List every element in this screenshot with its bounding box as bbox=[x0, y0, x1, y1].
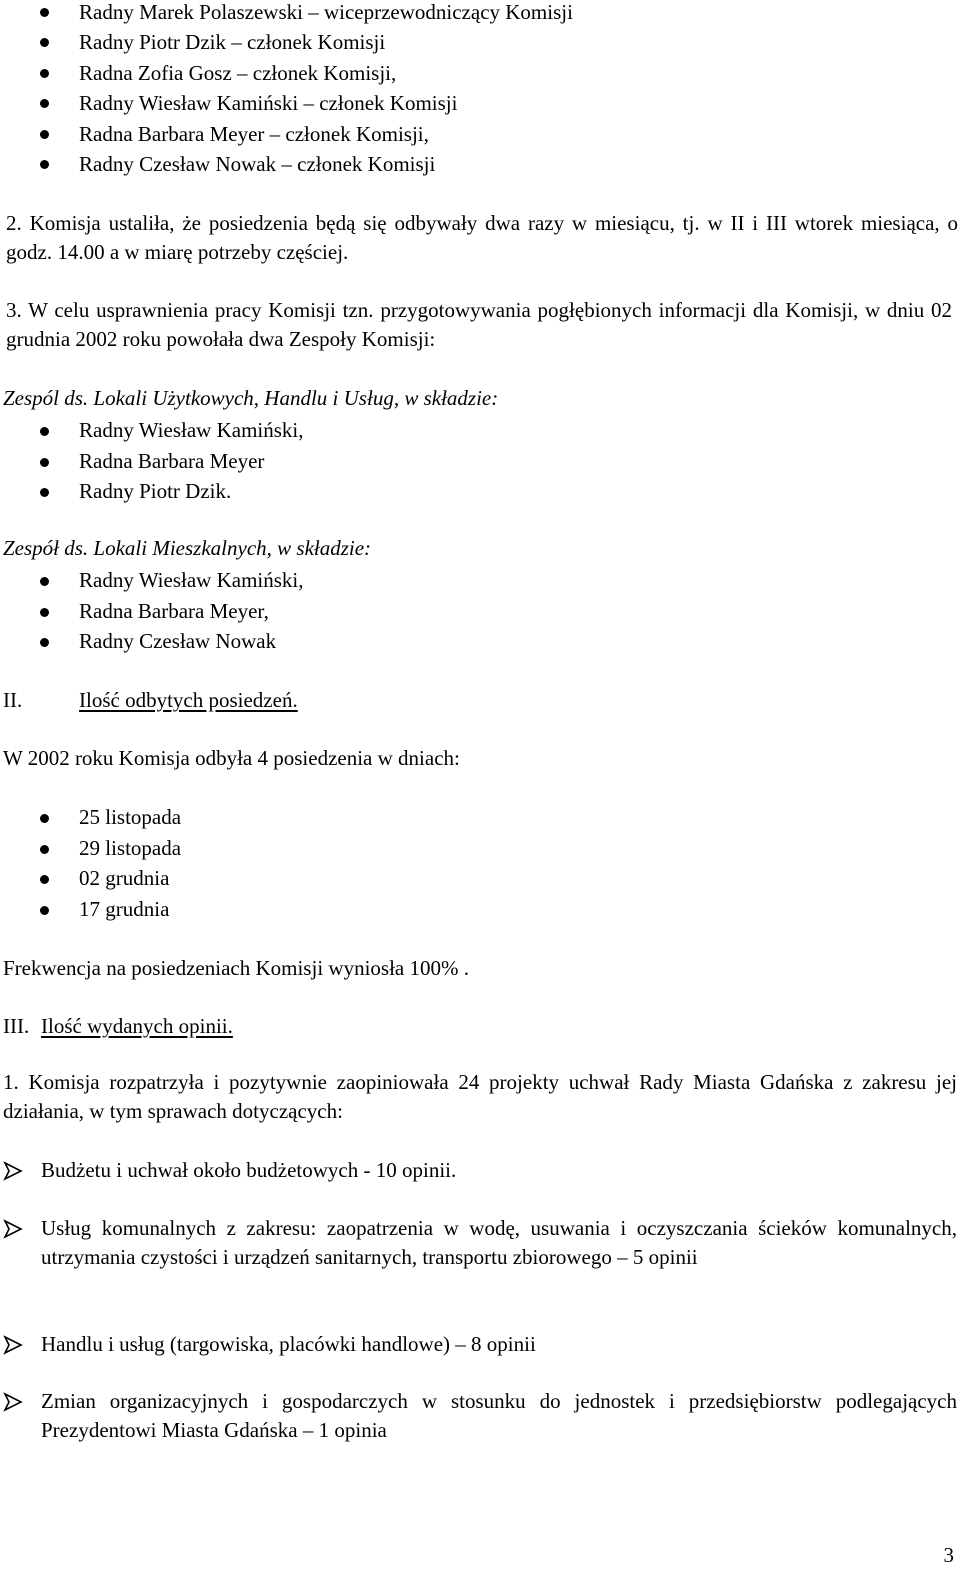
bullet-icon bbox=[40, 458, 49, 467]
team1-heading: Zespól ds. Lokali Użytkowych, Handlu i Usług, w składzie: bbox=[3, 386, 499, 410]
arrow-bullet-icon bbox=[2, 1160, 24, 1182]
arrow-bullet-icon bbox=[2, 1334, 24, 1356]
team2-member: Radny Wiesław Kamiński, bbox=[79, 568, 304, 592]
bullet-icon bbox=[40, 577, 49, 586]
member-item: Radny Wiesław Kamiński – członek Komisji bbox=[79, 91, 458, 115]
page-number: 3 bbox=[943, 1543, 954, 1567]
team1-member: Radna Barbara Meyer bbox=[79, 449, 265, 473]
meeting-date: 29 listopada bbox=[79, 836, 182, 860]
meeting-date: 17 grudnia bbox=[79, 897, 170, 921]
bullet-icon bbox=[40, 8, 49, 17]
meeting-date: 25 listopada bbox=[79, 805, 182, 829]
paragraph-opinions: 1. Komisja rozpatrzyła i pozytywnie zaopiniowała 24 projekty uchwał Rady Miasta Gdańska z zakresu jej działania, w tym sprawach dotyczących: bbox=[3, 1070, 957, 1123]
team2-member: Radny Czesław Nowak bbox=[79, 629, 277, 653]
team2-member: Radna Barbara Meyer, bbox=[79, 599, 269, 623]
member-item: Radna Zofia Gosz – członek Komisji, bbox=[79, 61, 397, 85]
meetings-intro: W 2002 roku Komisja odbyła 4 posiedzenia w dniach: bbox=[3, 746, 460, 770]
opinion-item: Handlu i usług (targowiska, placówki handlowe) – 8 opinii bbox=[41, 1332, 536, 1356]
opinion-item: Zmian organizacyjnych i gospodarczych w stosunku do jednostek i przedsiębiorstw podlegających Prezydentowi Miasta Gdańska – 1 opinia bbox=[41, 1389, 957, 1442]
bullet-icon bbox=[40, 608, 49, 617]
bullet-icon bbox=[40, 38, 49, 47]
section2-number: II. bbox=[3, 688, 23, 712]
member-item: Radny Piotr Dzik – członek Komisji bbox=[79, 30, 386, 54]
bullet-icon bbox=[40, 160, 49, 169]
opinion-item: Usług komunalnych z zakresu: zaopatrzenia w wodę, usuwania i oczyszczania ścieków komunalnych, utrzymania czystości i urządzeń sanitarnych, transportu zbiorowego – 5 opinii bbox=[41, 1216, 957, 1269]
paragraph-meeting-schedule: 2. Komisja ustaliła, że posiedzenia będą się odbywały dwa razy w miesiącu, tj. w II i III wtorek miesiąca, o godz. 14.00 a w miarę potrzeby częściej. bbox=[6, 211, 958, 264]
arrow-bullet-icon bbox=[2, 1218, 24, 1240]
bullet-icon bbox=[40, 69, 49, 78]
arrow-bullet-icon bbox=[2, 1391, 24, 1413]
section2-title: Ilość odbytych posiedzeń. bbox=[79, 688, 298, 712]
section3-number: III. bbox=[3, 1014, 30, 1038]
bullet-icon bbox=[40, 845, 49, 854]
member-item: Radny Czesław Nowak – członek Komisji bbox=[79, 152, 436, 176]
bullet-icon bbox=[40, 638, 49, 647]
bullet-icon bbox=[40, 130, 49, 139]
meeting-date: 02 grudnia bbox=[79, 866, 170, 890]
opinion-item: Budżetu i uchwał około budżetowych - 10 opinii. bbox=[41, 1158, 457, 1182]
section3-title: Ilość wydanych opinii. bbox=[41, 1014, 233, 1038]
paragraph-teams: 3. W celu usprawnienia pracy Komisji tzn. przygotowywania pogłębionych informacji dla Komisji, w dniu 02 grudnia 2002 roku powołała dwa Zespoły Komisji: bbox=[6, 298, 952, 351]
bullet-icon bbox=[40, 99, 49, 108]
bullet-icon bbox=[40, 906, 49, 915]
bullet-icon bbox=[40, 814, 49, 823]
member-item: Radny Marek Polaszewski – wiceprzewodniczący Komisji bbox=[79, 0, 573, 24]
bullet-icon bbox=[40, 488, 49, 497]
attendance-text: Frekwencja na posiedzeniach Komisji wyniosła 100% . bbox=[3, 956, 469, 980]
member-item: Radna Barbara Meyer – członek Komisji, bbox=[79, 122, 429, 146]
bullet-icon bbox=[40, 875, 49, 884]
team1-member: Radny Wiesław Kamiński, bbox=[79, 418, 304, 442]
team2-heading: Zespół ds. Lokali Mieszkalnych, w składzie: bbox=[3, 536, 372, 560]
team1-member: Radny Piotr Dzik. bbox=[79, 479, 232, 503]
bullet-icon bbox=[40, 427, 49, 436]
